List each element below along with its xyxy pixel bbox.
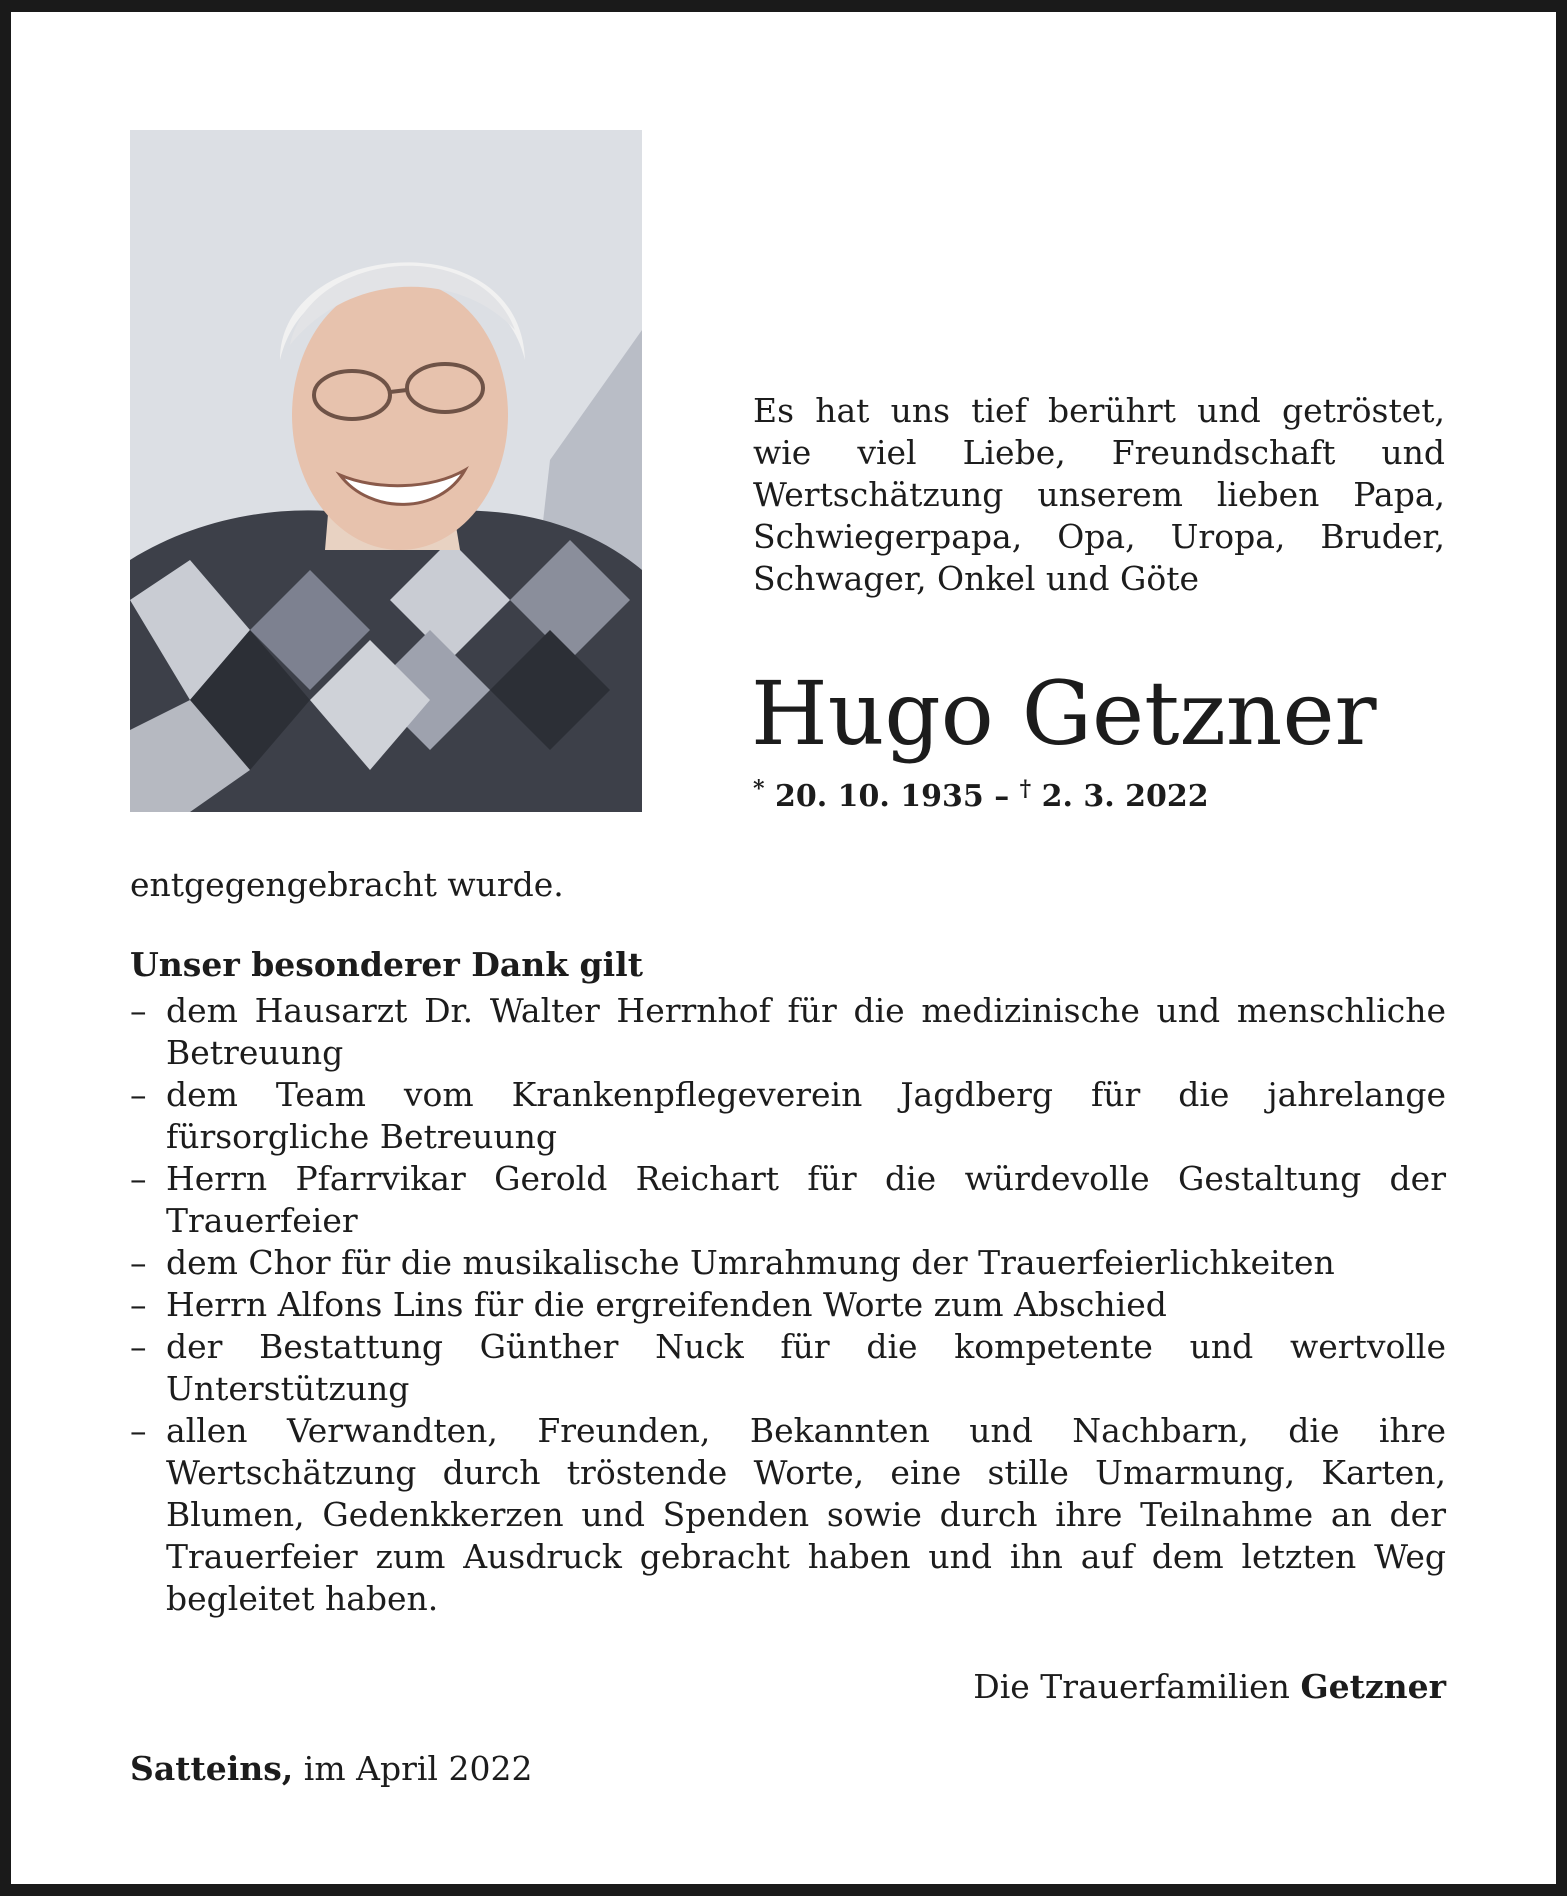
thanks-item: – Herrn Pfarrvikar Gerold Reichart für die würdevolle Gestaltung der Trauerfeier [130, 1159, 1446, 1240]
intro-text: Es hat uns tief berührt und getröstet, wie viel Liebe, Freundschaft und Wertschätzung unserem lieben Papa, Schwiegerpapa, Opa, Uropa, Bruder, Schwager, Onkel und Göte [753, 391, 1445, 598]
place-date [130, 1748, 532, 1790]
bullet-dash: – [130, 1075, 147, 1114]
thanks-item: – dem Team vom Krankenpflegeverein Jagdberg für die jahrelange fürsorgliche Betreuung [130, 1075, 1446, 1156]
thanks-item: – der Bestattung Günther Nuck für die kompetente und wertvolle Unterstützung [130, 1327, 1446, 1408]
bullet-dash: – [130, 1327, 147, 1366]
bullet-dash: – [130, 1243, 147, 1282]
bullet-dash: – [130, 1411, 147, 1450]
bullet-dash: – [130, 1159, 147, 1198]
birth-date: 20. 10. 1935 [774, 779, 984, 814]
bullet-dash: – [130, 1285, 147, 1324]
death-symbol: † [1019, 776, 1032, 802]
thanks-item: – allen Verwandten, Freunden, Bekannten und Nachbarn, die ihre Wertschätzung durch tröstende Worte, eine stille Umarmung, Karten, Blumen, Gedenkkerzen und Spenden sowie durch ihre Teilnahme an der Trauerfeier zum Ausdruck gebracht haben und ihn auf dem letzten Weg begleitet haben. [130, 1411, 1446, 1618]
place-month: im April 2022 [303, 1749, 533, 1788]
thanks-item: – dem Chor für die musikalische Umrahmung der Trauerfeierlichkeiten [130, 1243, 1335, 1282]
place-town: Satteins, [130, 1749, 294, 1788]
thanks-heading: Unser besonderer Dank gilt [130, 945, 643, 984]
portrait-photo [130, 130, 642, 812]
thanks-item: – Herrn Alfons Lins für die ergreifenden Worte zum Abschied [130, 1285, 1167, 1324]
intro-continuation: entgegengebracht wurde. [130, 865, 564, 904]
thanks-item: – dem Hausarzt Dr. Walter Herrnhof für die medizinische und menschliche Betreuung [130, 991, 1446, 1072]
obituary-page [11, 12, 1556, 1884]
date-separator: – [994, 779, 1010, 814]
signature-prefix: Die Trauerfamilien [973, 1667, 1290, 1706]
bullet-dash: – [130, 991, 147, 1030]
death-date: 2. 3. 2022 [1041, 779, 1209, 814]
signature-family-name: Getzner [1300, 1667, 1446, 1706]
thanks-list [130, 990, 1446, 1620]
birth-symbol: * [753, 776, 765, 802]
family-signature [973, 1666, 1446, 1708]
portrait-illustration [130, 130, 642, 812]
life-dates [753, 776, 1209, 814]
deceased-name: Hugo Getzner [751, 662, 1377, 765]
